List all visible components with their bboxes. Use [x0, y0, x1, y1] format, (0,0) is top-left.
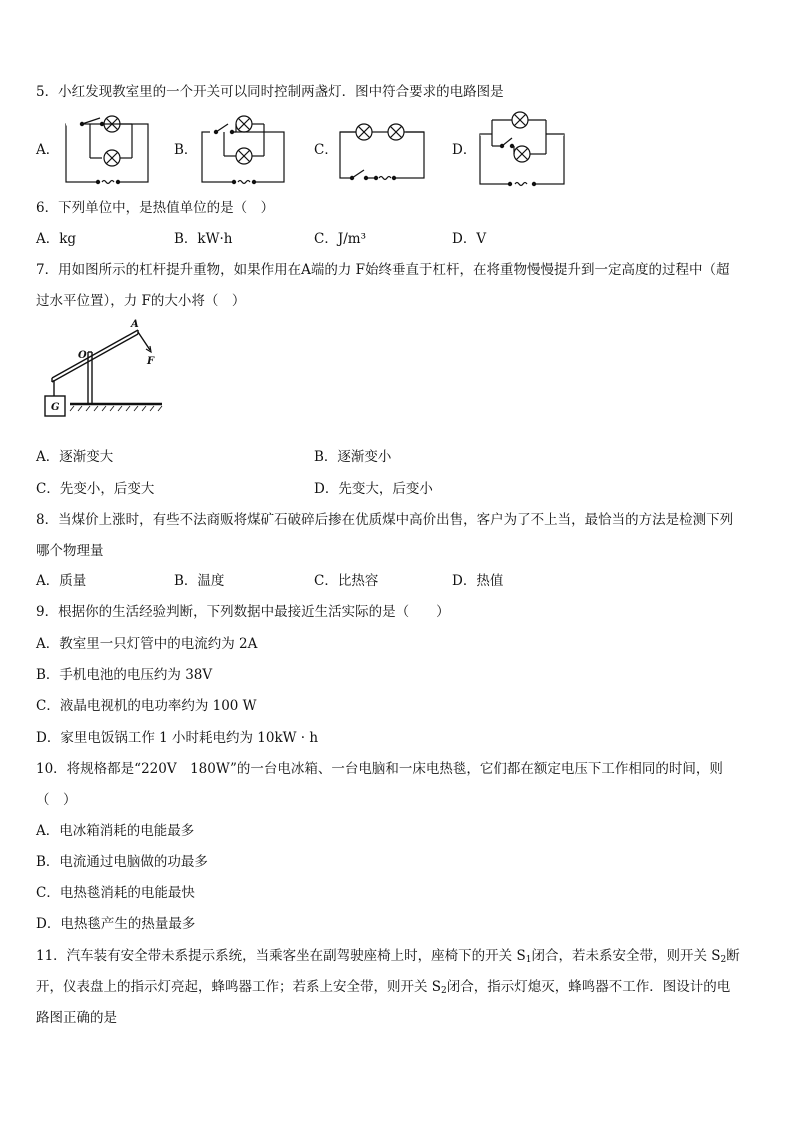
- q5-option-c-label[interactable]: C．: [314, 142, 338, 158]
- q10-option-c[interactable]: C．电热毯消耗的电能最快: [36, 885, 195, 901]
- q6-option-c[interactable]: C．J/m³: [314, 231, 367, 247]
- q11-text-part3: 断: [726, 948, 740, 964]
- q6-option-a[interactable]: A．kg: [36, 231, 77, 247]
- q6-option-d[interactable]: D．V: [452, 231, 487, 247]
- q7-option-a[interactable]: A．逐渐变大: [36, 449, 114, 465]
- q5-option-d-label[interactable]: D．: [452, 142, 477, 158]
- q10-option-a[interactable]: A．电冰箱消耗的电能最多: [36, 823, 195, 839]
- q11-stem-line2: [36, 978, 730, 1000]
- q9-option-c[interactable]: C．液晶电视机的电功率约为 100 W: [36, 698, 257, 714]
- q8-option-d[interactable]: D．热值: [452, 573, 504, 589]
- q9-stem: 9．根据你的生活经验判断，下列数据中最接近生活实际的是（ ）: [36, 604, 450, 620]
- q10-option-d[interactable]: D．电热毯产生的热量最多: [36, 916, 196, 932]
- q7-label-a: A: [131, 319, 139, 330]
- q5-stem: 5．小红发现教室里的一个开关可以同时控制两盏灯．图中符合要求的电路图是: [36, 84, 504, 100]
- q9-option-d[interactable]: D．家里电饭锅工作 1 小时耗电约为 10kW · h: [36, 730, 319, 746]
- q10-stem-line2: （ ）: [36, 792, 77, 808]
- q9-option-a[interactable]: A．教室里一只灯管中的电流约为 2A: [36, 636, 258, 652]
- q6-stem: 6．下列单位中，是热值单位的是（ ）: [36, 200, 275, 216]
- q11-s1-subscript: 1: [525, 955, 532, 965]
- q10-option-b[interactable]: B．电流通过电脑做的功最多: [36, 854, 208, 870]
- q8-option-b[interactable]: B．温度: [174, 573, 225, 589]
- q11-text-part1: 11．汽车装有安全带未系提示系统，当乘客坐在副驾驶座椅上时，座椅下的开关 S: [36, 948, 526, 964]
- q5-circuit-a: [62, 110, 152, 190]
- q11-s2-subscript: 2: [720, 955, 727, 965]
- q5-circuit-c: [336, 112, 428, 190]
- q7-stem-line1: 7．用如图所示的杠杆提升重物，如果作用在A端的力 F始终垂直于杠杆，在将重物慢慢提升到一定高度的过程中（超: [36, 262, 730, 278]
- q5-circuit-b: [198, 110, 288, 190]
- q8-option-c[interactable]: C．比热容: [314, 573, 379, 589]
- q7-label-g: G: [51, 402, 60, 413]
- q5-circuit-d: [476, 108, 572, 190]
- q7-lever-figure: [40, 316, 170, 438]
- q5-option-a-label[interactable]: A．: [36, 142, 60, 158]
- q8-stem-line1: 8．当煤价上涨时，有些不法商贩将煤矿石破碎后掺在优质煤中高价出售，客户为了不上当，最恰当的方法是检测下列: [36, 512, 734, 528]
- q7-label-f: F: [147, 356, 155, 367]
- q7-stem-line2: 过水平位置），力 F的大小将（ ）: [36, 293, 246, 309]
- q7-option-c[interactable]: C．先变小，后变大: [36, 481, 155, 497]
- q11-text-part5: 闭合，指示灯熄灭，蜂鸣器不工作．图设计的电: [446, 979, 731, 995]
- q10-stem-line1: 10．将规格都是“220V 180W”的一台电冰箱、一台电脑和一床电热毯，它们都在额定电压下工作相同的时间，则: [36, 761, 723, 777]
- q11-text-part2: 闭合，若未系安全带，则开关 S: [531, 948, 721, 964]
- q11-s2-subscript-b: 2: [441, 986, 447, 996]
- q7-label-o: O: [78, 350, 87, 361]
- q5-option-b-label[interactable]: B．: [174, 142, 198, 158]
- q7-option-b[interactable]: B．逐渐变小: [314, 449, 392, 465]
- q8-stem-line2: 哪个物理量: [36, 543, 104, 559]
- q8-option-a[interactable]: A．质量: [36, 573, 87, 589]
- q11-stem-line1: [36, 947, 740, 969]
- q7-option-d[interactable]: D．先变大，后变小: [314, 481, 433, 497]
- q11-text-part4: 开，仪表盘上的指示灯亮起，蜂鸣器工作；若系上安全带，则开关 S: [36, 979, 442, 995]
- q9-option-b[interactable]: B．手机电池的电压约为 38V: [36, 667, 213, 683]
- q11-stem-line3: 路图正确的是: [36, 1010, 117, 1026]
- q6-option-b[interactable]: B．kW·h: [174, 231, 233, 247]
